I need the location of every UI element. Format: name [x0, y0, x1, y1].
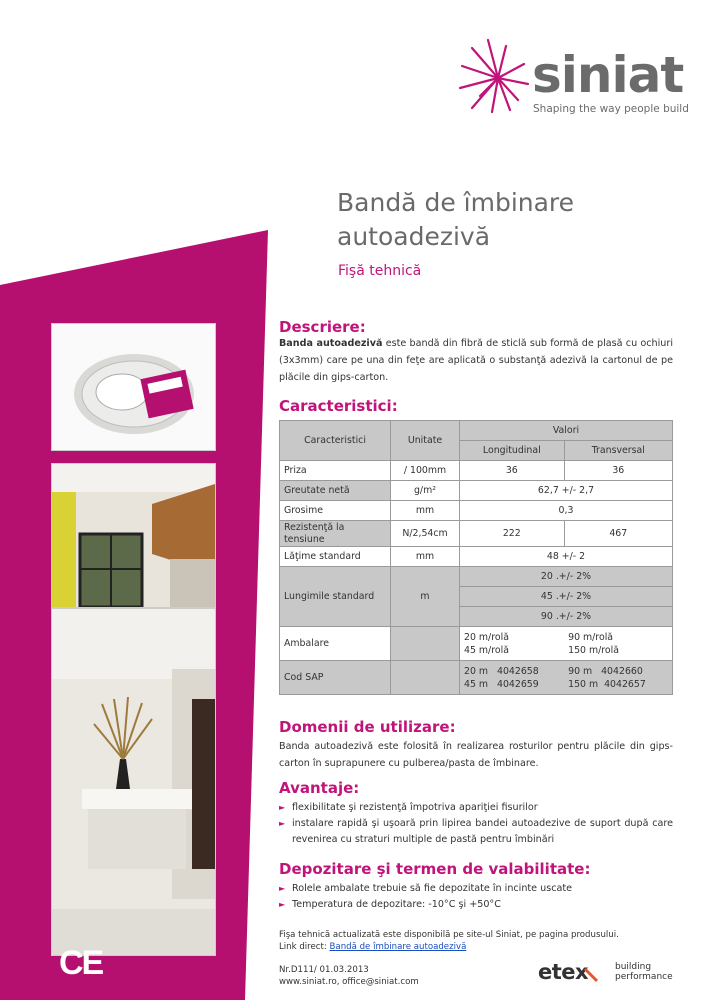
list-item: ► Temperatura de depozitare: -10°C şi +50°C [279, 897, 673, 913]
table-row: Rezistenţă la tensiune N/2,54cm 222 467 [280, 521, 673, 547]
etex-wordmark: etex [538, 960, 589, 984]
depozitare-list [279, 881, 673, 913]
specifications-table: Caracteristici Unitate Valori Longitudinal Transversal Priza / 100mm 36 36 Greutate netă g/m² 62,7 +/- 2,7 Grosime mm 0,3 Rezistenţă la tensiune N/2,54cm 222 467 Lăţime standard mm 48 +/- 2 Lungimile standard m 20 .+/- 2% 45 .+/- 2% 90 .+/- 2% Ambalare 20 m/rolă 45 m/rolă 90 m/rolă 150 m/rolă Cod SAP 20 m 4042658 45 m 4042659 90 m 4042660 150 m 4042657 [279, 420, 673, 695]
table-row: Priza / 100mm 36 36 [280, 461, 673, 481]
etex-tag-performance: performance [615, 972, 673, 982]
bullet-arrow-icon: ► [279, 900, 286, 909]
contact-info: www.siniat.ro, office@siniat.com [279, 977, 419, 987]
domenii-text: Banda autoadezivă este folosită în realizarea rosturilor pentru plăcile din gips-carton în suprapunere cu pulberea/pasta de îmbinare. [279, 741, 673, 769]
etex-x-icon [582, 966, 600, 984]
table-row: Cod SAP 20 m 4042658 45 m 4042659 90 m 4042660 150 m 4042657 [280, 661, 673, 695]
bullet-arrow-icon: ► [279, 819, 286, 828]
logo-wordmark: siniat [532, 46, 684, 104]
table-row: Lăţime standard mm 48 +/- 2 [280, 547, 673, 567]
list-item: ► flexibilitate şi rezistenţă împotriva apariţiei fisurilor [279, 800, 673, 816]
list-item: ► Rolele ambalate trebuie să fie depozitate în incinte uscate [279, 881, 673, 897]
header-unitate: Unitate [391, 421, 460, 461]
table-row: Ambalare 20 m/rolă 45 m/rolă 90 m/rolă 150 m/rolă [280, 627, 673, 661]
section-heading-depozitare: Depozitare şi termen de valabilitate: [279, 860, 591, 878]
header-caracteristici: Caracteristici [280, 421, 391, 461]
siniat-star-icon [458, 38, 530, 114]
section-heading-descriere: Descriere: [279, 318, 366, 336]
table-row: Greutate netă g/m² 62,7 +/- 2,7 [280, 481, 673, 501]
description-text [279, 335, 673, 386]
header-longitudinal: Longitudinal [460, 441, 565, 461]
section-heading-domenii: Domenii de utilizare: [279, 718, 456, 736]
logo-tagline: Shaping the way people build [533, 103, 689, 115]
product-link[interactable]: Bandă de îmbinare autoadezivă [329, 942, 467, 952]
doc-number: Nr.D111/ 01.03.2013 [279, 965, 369, 975]
bullet-arrow-icon: ► [279, 884, 286, 893]
bullet-arrow-icon: ► [279, 803, 286, 812]
page-subtitle: Fişă tehnică [338, 263, 422, 279]
list-item: ► instalare rapidă şi uşoară prin lipirea bandei autoadezive de suport după care revenirea cu straturi multiple de pastă pentru îmbinări [279, 818, 673, 845]
product-roll-image [51, 323, 216, 451]
etex-logo [538, 960, 678, 990]
page-title: Bandă de îmbinare autoadezivă [337, 188, 575, 251]
header-valori: Valori [460, 421, 673, 441]
table-row: Grosime mm 0,3 [280, 501, 673, 521]
interior-hall-image [51, 608, 216, 956]
footer [279, 964, 419, 988]
interior-stairs-image [51, 463, 216, 608]
description-body: este bandă din fibră de sticlă sub formă de plasă cu ochiuri (3x3mm) care pe una din feţe are aplicată o substanţă adezivă la cartonul de pe plăcile din gips-carton. [279, 338, 673, 383]
section-heading-avantaje: Avantaje: [279, 779, 360, 797]
update-note: Fişa tehnică actualizată este disponibilă pe site-ul Siniat, pe pagina produsului. Link direct: Bandă de îmbinare autoadezivă [279, 930, 619, 952]
etex-tag-building: building [615, 962, 652, 972]
avantaje-list [279, 800, 673, 848]
section-heading-caracteristici: Caracteristici: [279, 397, 398, 415]
description-lead: Banda autoadezivă [279, 338, 383, 349]
ce-mark: CE [59, 944, 103, 982]
table-row: Lungimile standard m 20 .+/- 2% [280, 567, 673, 587]
header-transversal: Transversal [564, 441, 672, 461]
